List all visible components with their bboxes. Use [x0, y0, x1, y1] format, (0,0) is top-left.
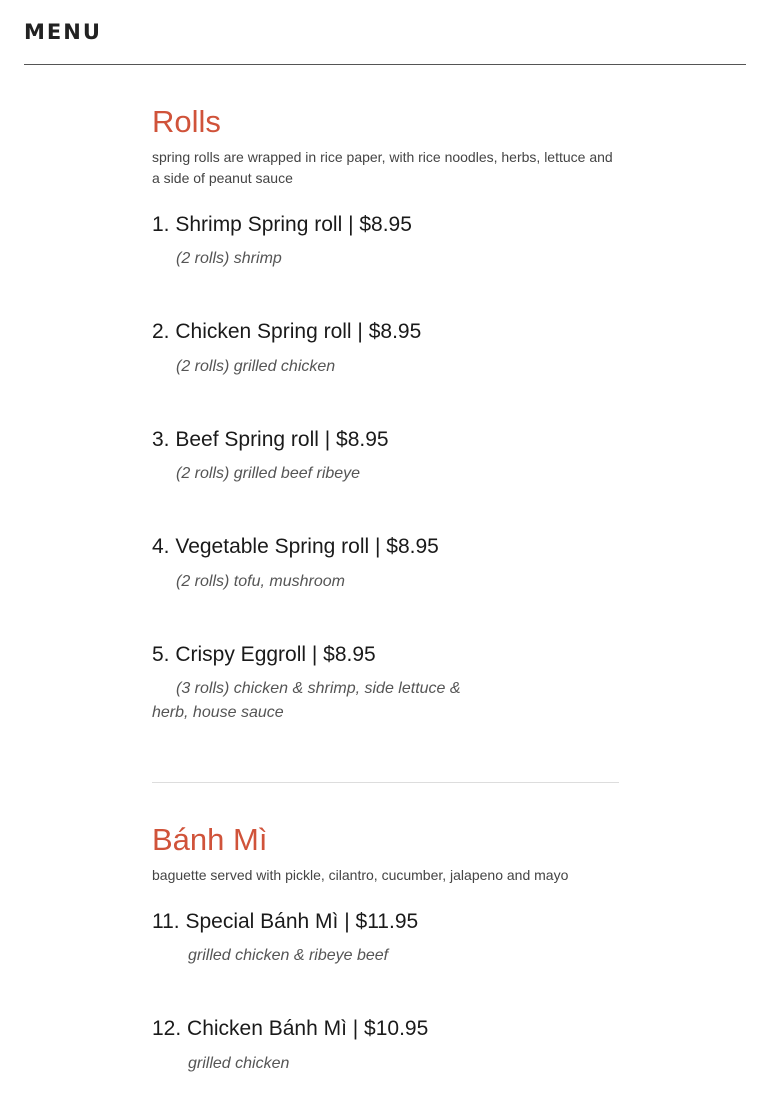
section-description-banh-mi: baguette served with pickle, cilantro, cucumber, jalapeno and mayo [152, 867, 569, 883]
menu-item-title: 12. Chicken Bánh Mì | $10.95 [152, 1017, 429, 1040]
page-title: MENU [24, 20, 102, 44]
menu-header [24, 0, 746, 65]
section-title-rolls: Rolls [152, 104, 221, 139]
section-description-rolls: spring rolls are wrapped in rice paper, with rice noodles, herbs, lettuce and a side of peanut sauce [152, 149, 613, 186]
menu-item-description: grilled chicken & ribeye beef [188, 947, 389, 964]
menu-item-title: 1. Shrimp Spring roll | $8.95 [152, 213, 412, 236]
menu-item-description: (2 rolls) tofu, mushroom [176, 573, 345, 590]
menu-item-description: grilled chicken [188, 1055, 290, 1072]
menu-item-description: (2 rolls) grilled chicken [176, 358, 336, 375]
section-divider [152, 782, 619, 783]
menu-item-title: 5. Crispy Eggroll | $8.95 [152, 643, 376, 666]
menu-item-title: 3. Beef Spring roll | $8.95 [152, 428, 389, 451]
menu-item-title: 4. Vegetable Spring roll | $8.95 [152, 535, 439, 558]
menu-item-title: 11. Special Bánh Mì | $11.95 [152, 910, 419, 933]
menu-item-description: (2 rolls) grilled beef ribeye [176, 465, 361, 482]
menu-item-description: (2 rolls) shrimp [176, 250, 282, 267]
section-title-banh-mi: Bánh Mì [152, 822, 268, 857]
menu-item-title: 2. Chicken Spring roll | $8.95 [152, 320, 422, 343]
menu-item-description: (3 rolls) chicken & shrimp, side lettuce & herb, house sauce [152, 680, 461, 721]
